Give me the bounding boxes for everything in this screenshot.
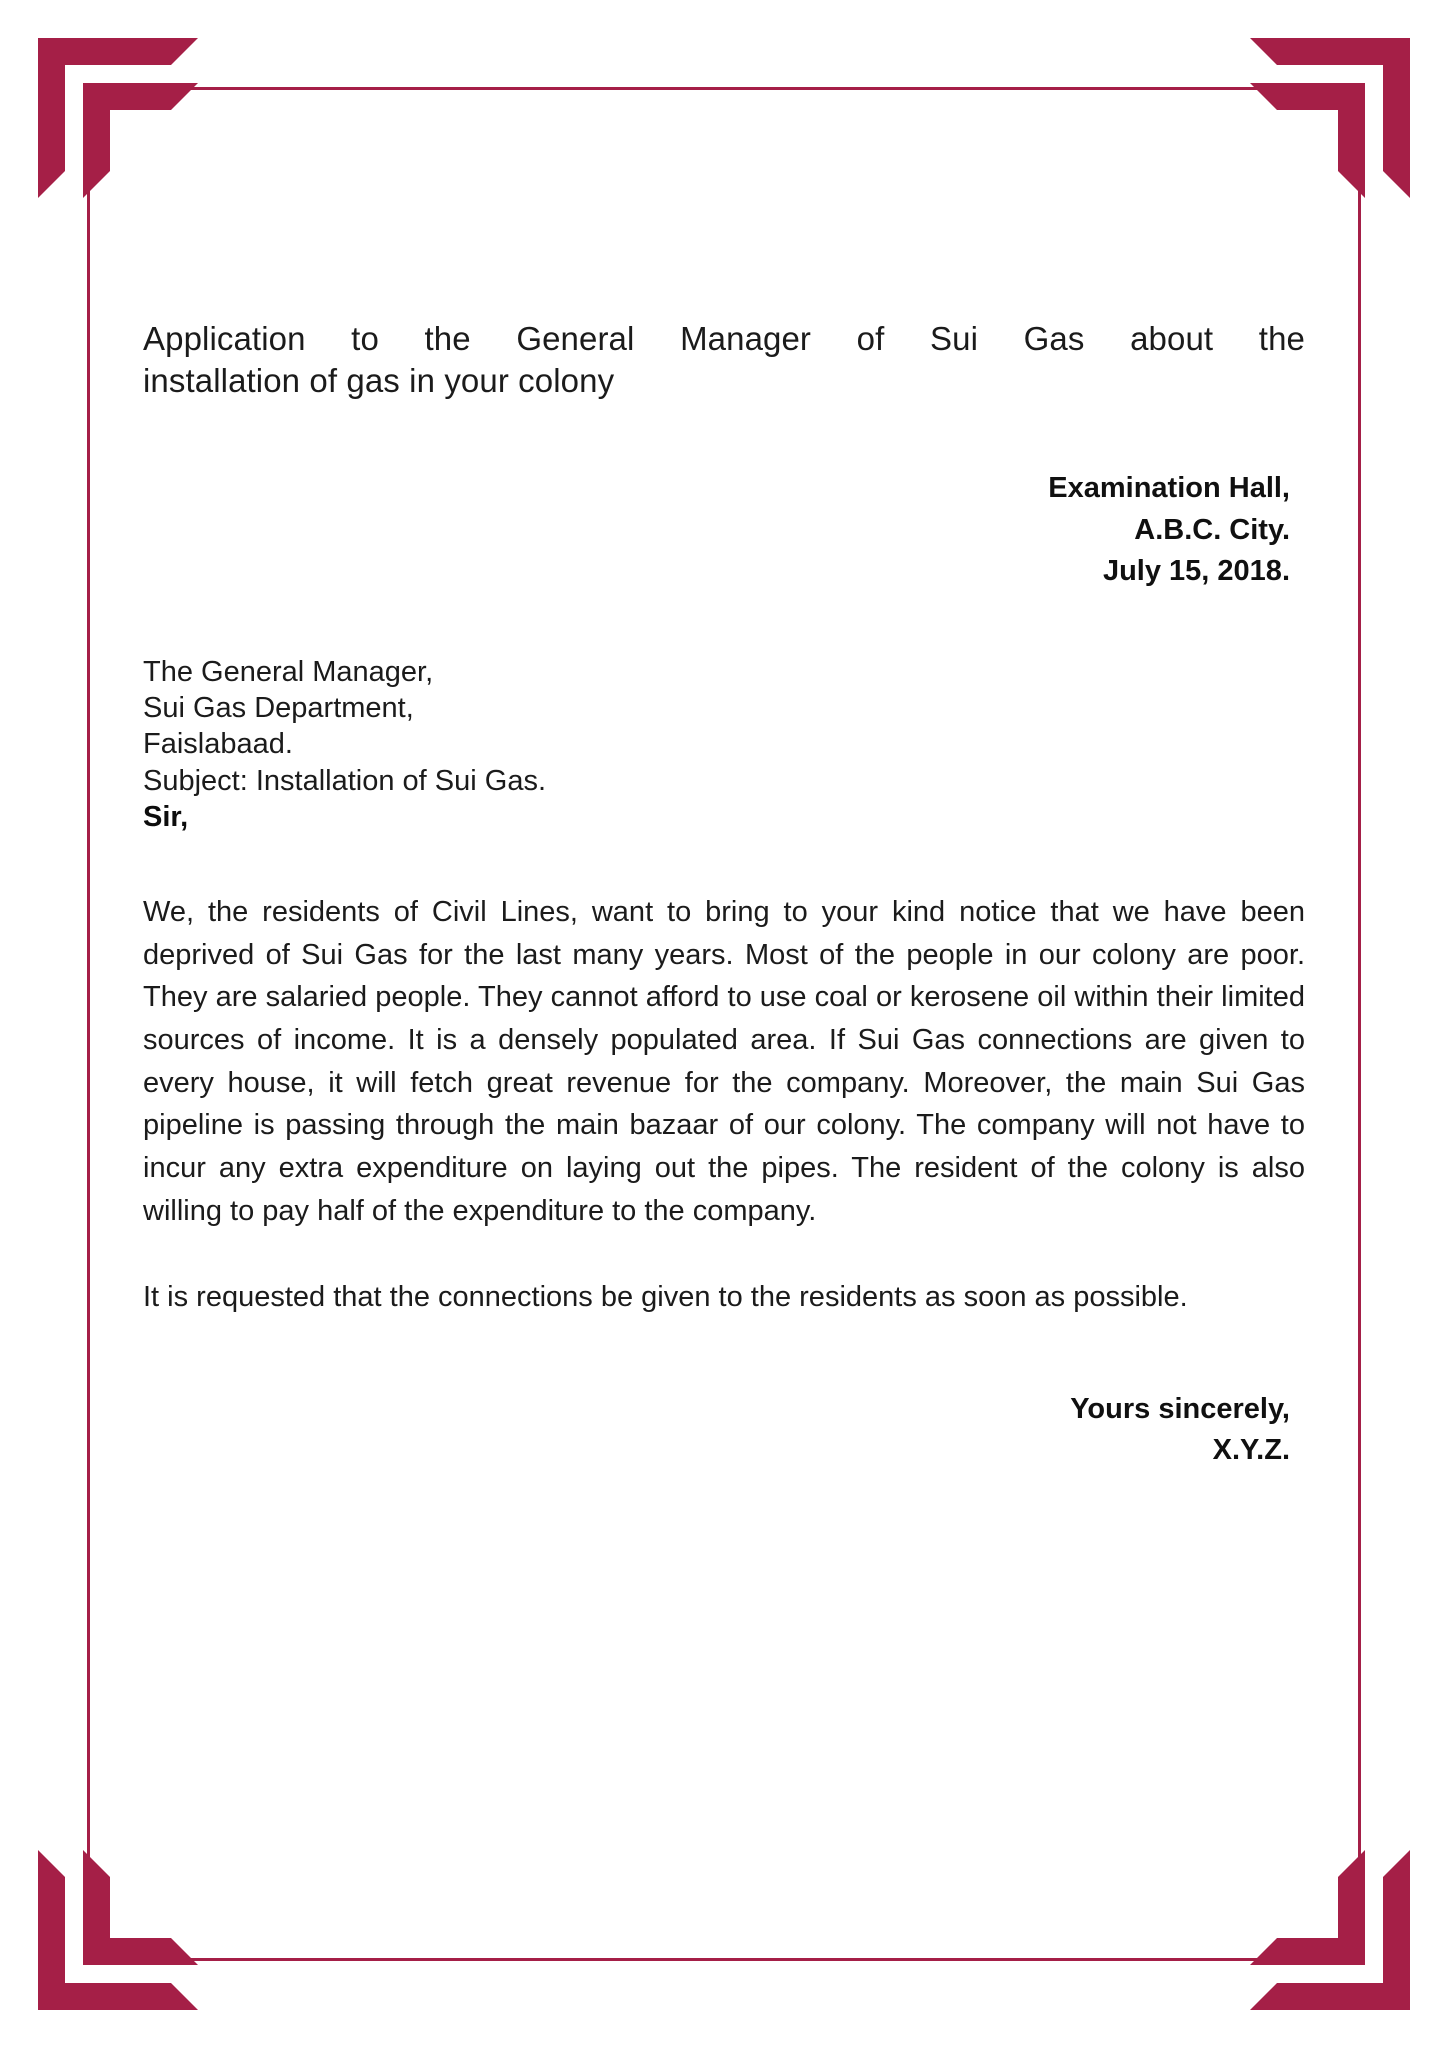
closing-block [143, 1389, 1305, 1471]
corner-ornament-bottom-left-icon [38, 1850, 198, 2010]
signature-name: X.Y.Z. [1212, 1434, 1290, 1467]
sender-hall: Examination Hall, [1048, 472, 1290, 505]
page-title-line-2: installation of gas in your colony [143, 362, 615, 400]
sender-city: A.B.C. City. [1134, 513, 1290, 546]
recipient-address-block [143, 654, 1305, 835]
body-paragraph-2: It is requested that the connections be given to the residents as soon as possible. [143, 1281, 1188, 1314]
sender-address-block [143, 468, 1305, 592]
subject-line: Subject: Installation of Sui Gas. [143, 764, 546, 797]
corner-ornament-top-left-icon [38, 38, 198, 198]
corner-ornament-top-right-icon [1250, 38, 1410, 198]
body-paragraph-1: We, the residents of Civil Lines, want to bring to your kind notice that we have been deprived of Sui Gas for the last many years. Most of the people in our colony are poor. They are salaried people. They cannot afford to use coal or kerosene oil within their limited sources of income. It is a densely populated area. If Sui Gas connections are given to every house, it will fetch great revenue for the company. Moreover, the main Sui Gas pipeline is passing through the main bazaar of our colony. The company will not have to incur any extra expenditure on laying out the pipes. The resident of the colony is also willing to pay half of the expenditure to the company. [143, 896, 1305, 1227]
letter-content [143, 318, 1305, 1471]
page-title [143, 318, 1305, 402]
page-title-line-1: Application to the General Manager of Sui Gas about the [143, 320, 1305, 357]
salutation: Sir, [143, 800, 189, 833]
recipient-designation: The General Manager, [143, 655, 434, 688]
recipient-city: Faislabaad. [143, 728, 293, 761]
corner-ornament-bottom-right-icon [1250, 1850, 1410, 2010]
letter-date: July 15, 2018. [1102, 554, 1290, 587]
closing-salutation: Yours sincerely, [1070, 1392, 1290, 1425]
recipient-department: Sui Gas Department, [143, 692, 414, 725]
